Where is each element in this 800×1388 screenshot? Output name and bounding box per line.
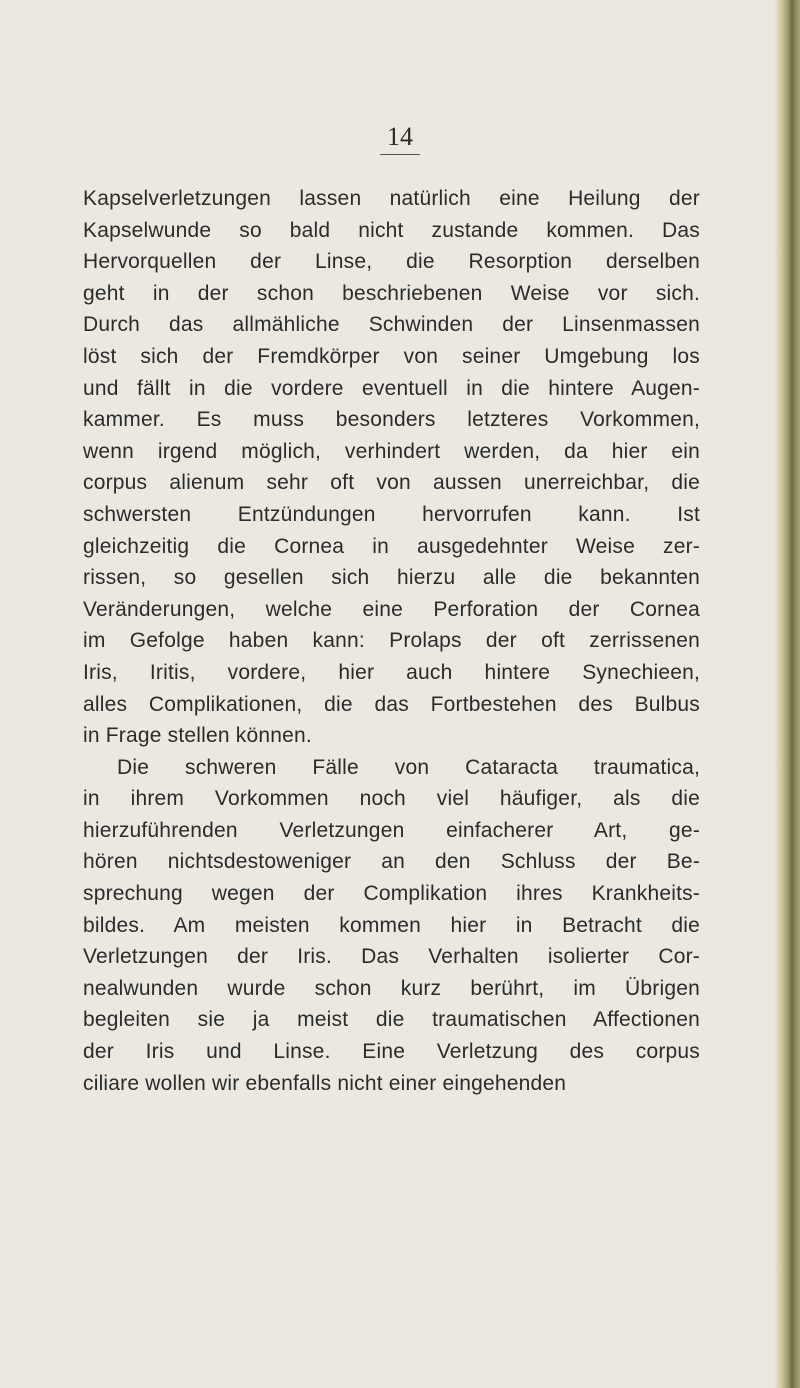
text-line: geht in der schon beschriebenen Weise vor sich.: [83, 281, 700, 305]
text-line: in Frage stellen können.: [83, 724, 312, 748]
text-line: Kapselwunde so bald nicht zustande kommen. Das: [83, 218, 700, 242]
text-line: Verletzungen der Iris. Das Verhalten isolierter Cor-: [83, 945, 700, 969]
text-line: kammer. Es muss besonders letzteres Vorkommen,: [83, 408, 700, 432]
text-line: sprechung wegen der Complikation ihres Krankheits-: [83, 882, 700, 906]
text-line: begleiten sie ja meist die traumatischen Affectionen: [83, 1008, 700, 1032]
text-line: im Gefolge haben kann: Prolaps der oft zerrissenen: [83, 629, 700, 653]
text-line: nealwunden wurde schon kurz berührt, im Übrigen: [83, 976, 700, 1000]
text-line: wenn irgend möglich, verhindert werden, da hier ein: [83, 439, 700, 463]
text-line: alles Complikationen, die das Fortbestehen des Bulbus: [83, 692, 700, 716]
text-line: gleichzeitig die Cornea in ausgedehnter Weise zer-: [83, 534, 700, 558]
text-line: ciliare wollen wir ebenfalls nicht einer eingehenden: [83, 1071, 567, 1095]
text-line: Kapselverletzungen lassen natürlich eine Heilung der: [83, 187, 700, 210]
text-line: bildes. Am meisten kommen hier in Betracht die: [83, 913, 700, 937]
text-line: Hervorquellen der Linse, die Resorption derselben: [83, 250, 700, 274]
body-text: [83, 183, 700, 1099]
text-line: corpus alienum sehr oft von aussen unerreichbar, die: [83, 471, 700, 495]
text-line: Durch das allmähliche Schwinden der Linsenmassen: [83, 313, 700, 337]
page-edge-shadow: [774, 0, 800, 1388]
text-line: hierzuführenden Verletzungen einfacherer Art, ge-: [83, 818, 700, 842]
text-line: der Iris und Linse. Eine Verletzung des corpus: [83, 1040, 700, 1064]
text-line: Veränderungen, welche eine Perforation der Cornea: [83, 597, 700, 621]
text-line: und fällt in die vordere eventuell in die hintere Augen-: [83, 376, 700, 400]
text-line: löst sich der Fremdkörper von seiner Umgebung los: [83, 344, 700, 368]
text-line: Die schweren Fälle von Cataracta traumatica,: [117, 755, 700, 779]
text-line: schwersten Entzündungen hervorrufen kann. Ist: [83, 502, 700, 526]
page-number: 14: [380, 122, 420, 155]
text-line: rissen, so gesellen sich hierzu alle die bekannten: [83, 566, 700, 590]
text-line: hören nichtsdestoweniger an den Schluss der Be-: [83, 850, 700, 874]
text-line: in ihrem Vorkommen noch viel häufiger, als die: [83, 787, 700, 811]
page-edge-line: [790, 0, 794, 1388]
text-line: Iris, Iritis, vordere, hier auch hintere Synechieen,: [83, 660, 700, 684]
